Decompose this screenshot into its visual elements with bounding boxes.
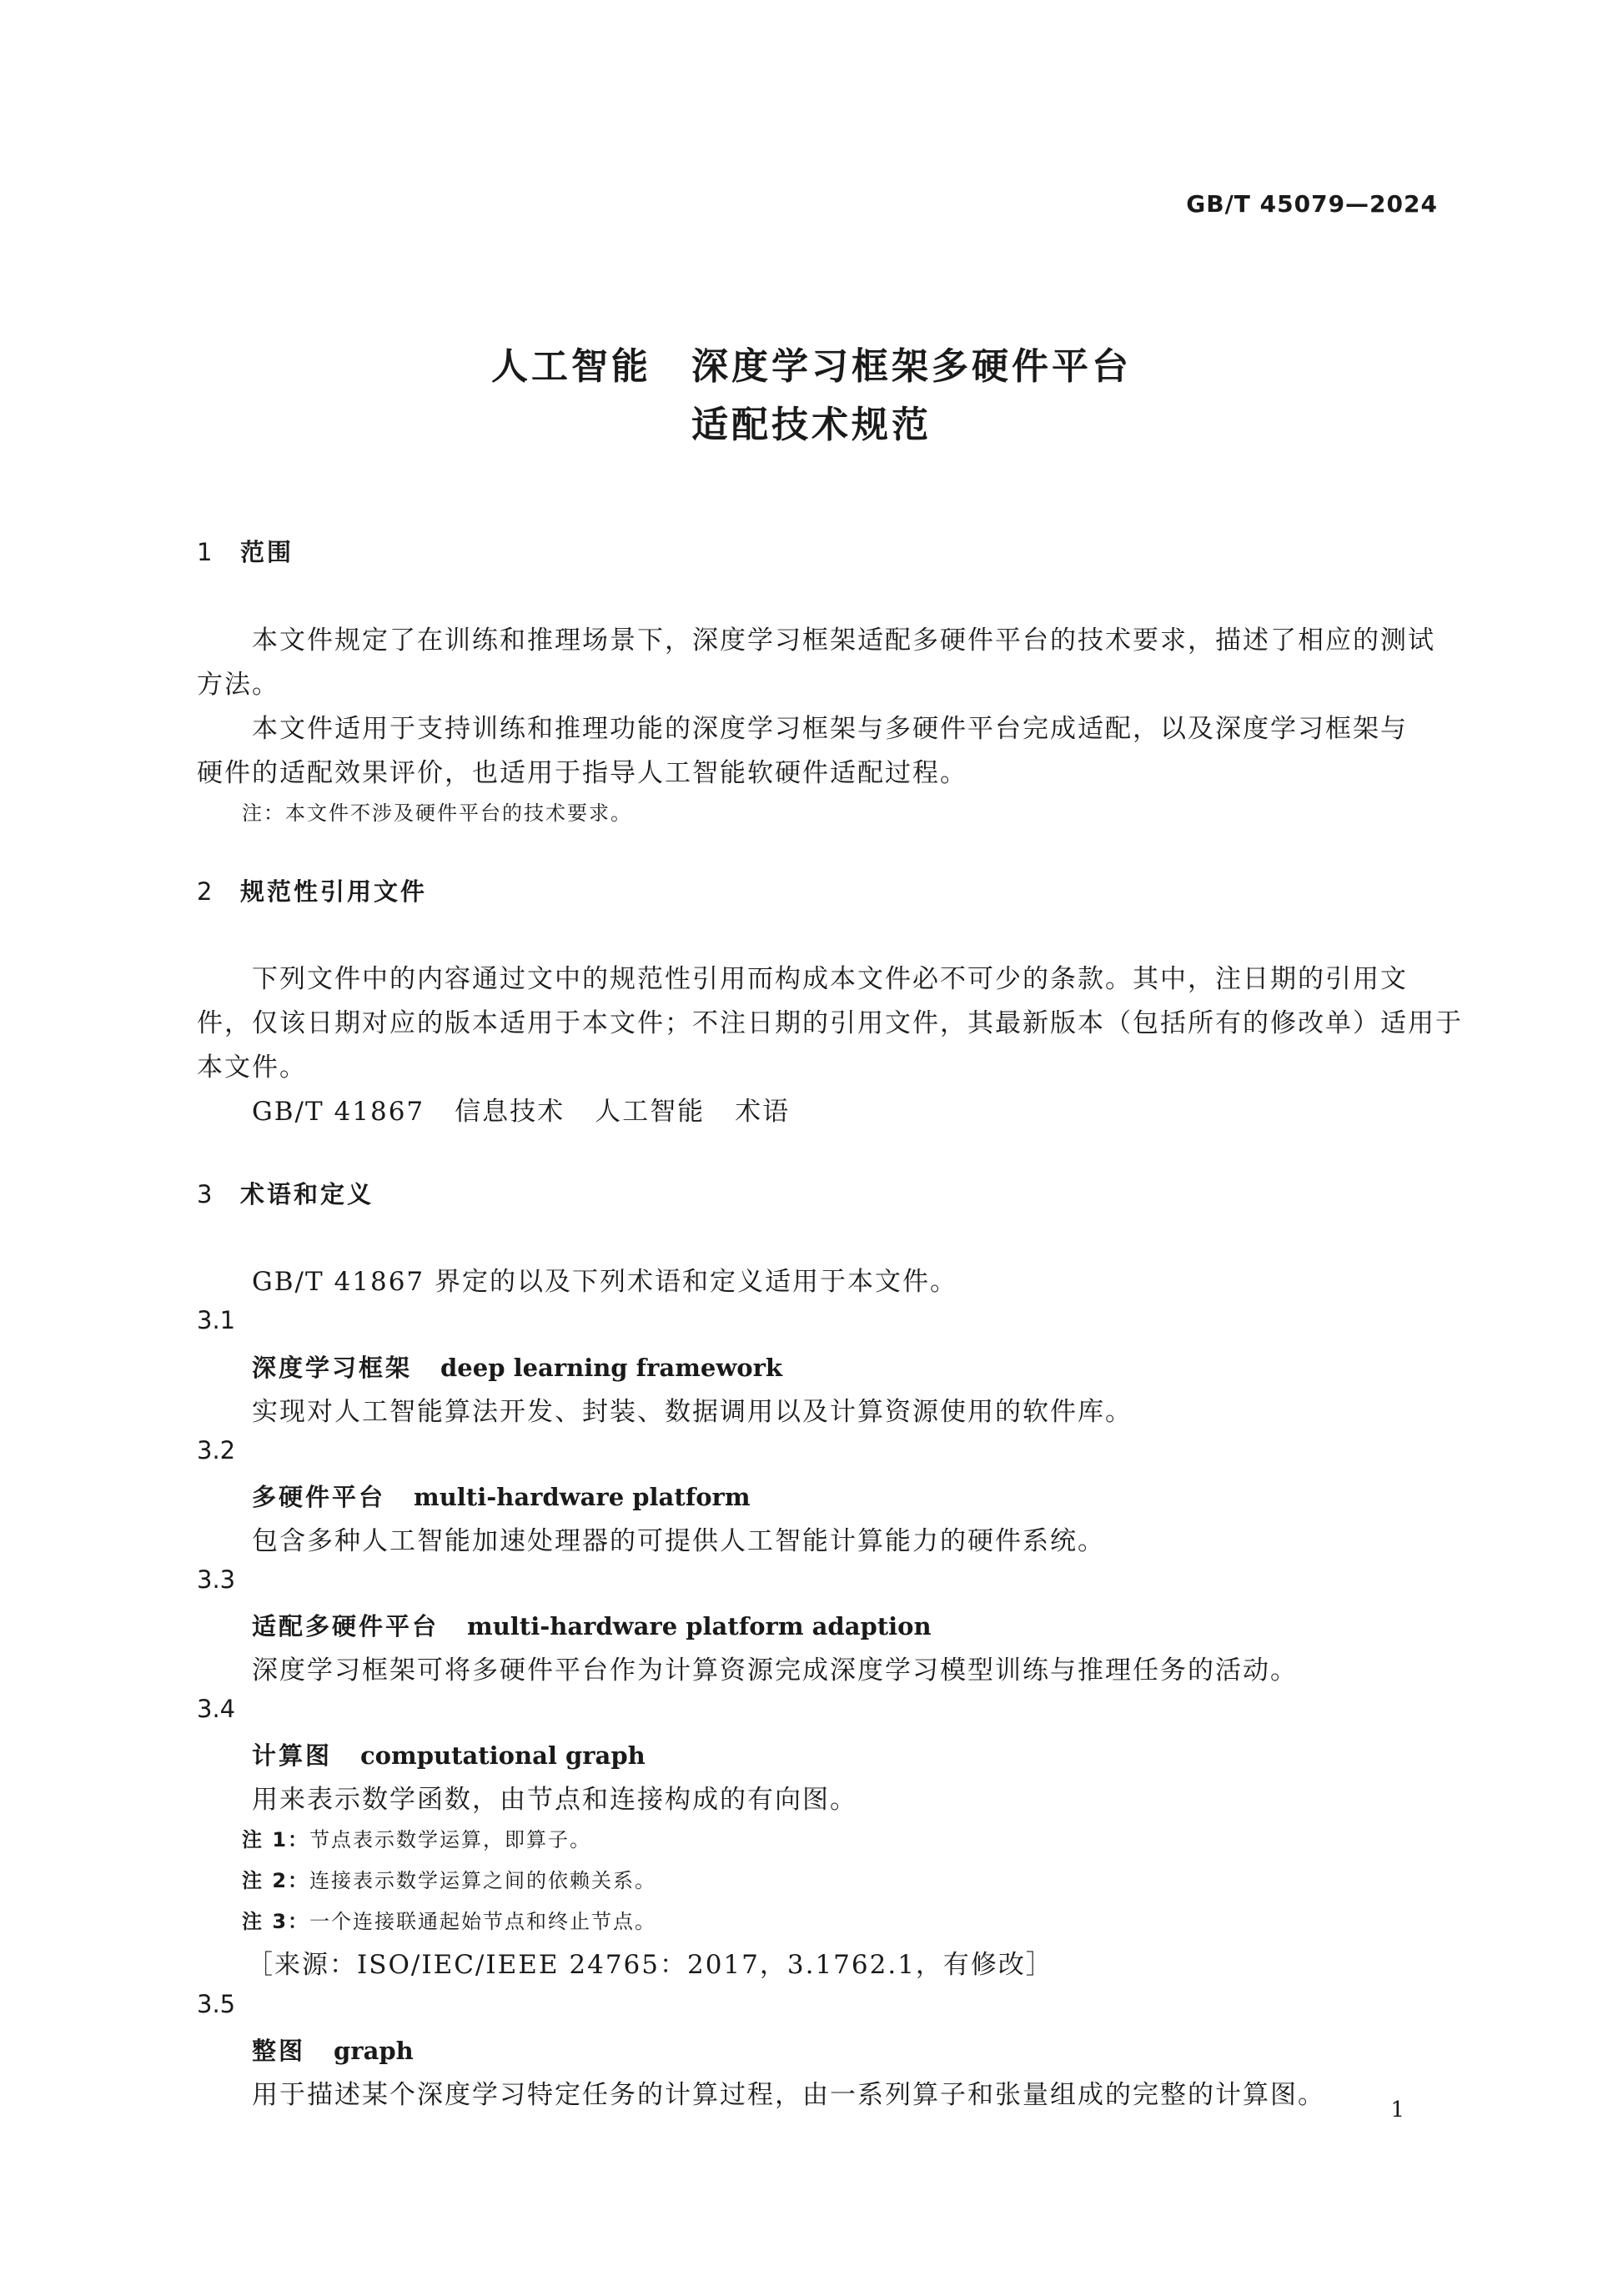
term-definition: 包含多种人工智能加速处理器的可提供人工智能计算能力的硬件系统。	[252, 1526, 1105, 1556]
section-number: 3	[197, 1180, 215, 1208]
paragraph-line: 硬件的适配效果评价，也适用于指导人工智能软硬件适配过程。	[197, 758, 967, 788]
term-zh: 深度学习框架	[252, 1354, 413, 1382]
term-note	[242, 1905, 656, 1934]
term-heading	[252, 2032, 414, 2067]
term-note	[242, 1864, 656, 1893]
page-number: 1	[1390, 2098, 1404, 2123]
section-number: 1	[197, 538, 215, 566]
reference-title-part: 信息技术	[455, 1097, 565, 1127]
term-definition: 实现对人工智能算法开发、封装、数据调用以及计算资源使用的软件库。	[252, 1397, 1133, 1427]
section-title: 术语和定义	[240, 1180, 374, 1208]
term-zh: 计算图	[252, 1741, 333, 1770]
paragraph-line: 本文件适用于支持训练和推理功能的深度学习框架与多硬件平台完成适配，以及深度学习框架与	[252, 714, 1408, 744]
section-title: 范围	[240, 538, 294, 566]
term-heading	[252, 1737, 646, 1771]
standard-number: GB/T 45079—2024	[1186, 190, 1438, 218]
paragraph-line: 件，仅该日期对应的版本适用于本文件；不注日期的引用文件，其最新版本（包括所有的修改单）适用于	[197, 1008, 1463, 1038]
term-number: 3.3	[197, 1565, 236, 1594]
term-number: 3.2	[197, 1436, 236, 1465]
note-text: 连接表示数学运算之间的依赖关系。	[309, 1869, 657, 1892]
term-heading	[252, 1479, 751, 1513]
paragraph-line: 本文件规定了在训练和推理场景下，深度学习框架适配多硬件平台的技术要求，描述了相应的测试	[252, 625, 1435, 656]
reference-title-part: 人工智能	[595, 1097, 706, 1127]
term-en: multi-hardware platform adaption	[467, 1612, 932, 1640]
document-title-line2: 适配技术规范	[691, 404, 932, 446]
paragraph-line: 本文件。	[197, 1053, 307, 1083]
term-source: ［来源：ISO/IEC/IEEE 24765：2017，3.1762.1，有修改］	[247, 1950, 1053, 1980]
section-1-heading	[197, 534, 294, 568]
note: 注：本文件不涉及硬件平台的技术要求。	[242, 801, 632, 825]
term-definition: 用于描述某个深度学习特定任务的计算过程，由一系列算子和张量组成的完整的计算图。	[252, 2080, 1325, 2110]
note-label: 注 3：	[242, 1910, 310, 1933]
term-number: 3.5	[197, 1990, 236, 2018]
paragraph-line: 下列文件中的内容通过文中的规范性引用而构成本文件必不可少的条款。其中，注日期的引用文	[252, 964, 1408, 994]
term-number: 3.4	[197, 1695, 236, 1723]
term-number: 3.1	[197, 1306, 236, 1334]
section-2-heading	[197, 873, 427, 907]
term-zh: 整图	[252, 2037, 306, 2065]
term-zh: 多硬件平台	[252, 1483, 386, 1511]
term-en: multi-hardware platform	[414, 1483, 751, 1511]
term-en: deep learning framework	[440, 1354, 783, 1382]
term-en: computational graph	[360, 1741, 646, 1770]
note-label: 注 2：	[242, 1869, 310, 1892]
term-zh: 适配多硬件平台	[252, 1612, 440, 1640]
reference-title-part: 术语	[735, 1097, 791, 1127]
note-text: 一个连接联通起始节点和终止节点。	[309, 1910, 657, 1933]
section-title: 规范性引用文件	[240, 877, 428, 906]
term-note	[242, 1823, 591, 1852]
section-3-heading	[197, 1176, 374, 1210]
paragraph-line: GB/T 41867 界定的以及下列术语和定义适用于本文件。	[252, 1267, 957, 1297]
reference-code: GB/T 41867	[252, 1097, 425, 1127]
term-definition: 深度学习框架可将多硬件平台作为计算资源完成深度学习模型训练与推理任务的活动。	[252, 1655, 1298, 1686]
normative-reference	[252, 1090, 790, 1128]
note-text: 节点表示数学运算，即算子。	[309, 1828, 592, 1851]
term-heading	[252, 1608, 932, 1642]
section-number: 2	[197, 877, 215, 906]
term-definition: 用来表示数学函数，由节点和连接构成的有向图。	[252, 1785, 857, 1815]
paragraph-line: 方法。	[197, 670, 279, 700]
term-en: graph	[334, 2037, 414, 2065]
document-title-line1: 人工智能 深度学习框架多硬件平台	[491, 345, 1132, 388]
term-heading	[252, 1349, 782, 1384]
note-label: 注 1：	[242, 1828, 310, 1851]
